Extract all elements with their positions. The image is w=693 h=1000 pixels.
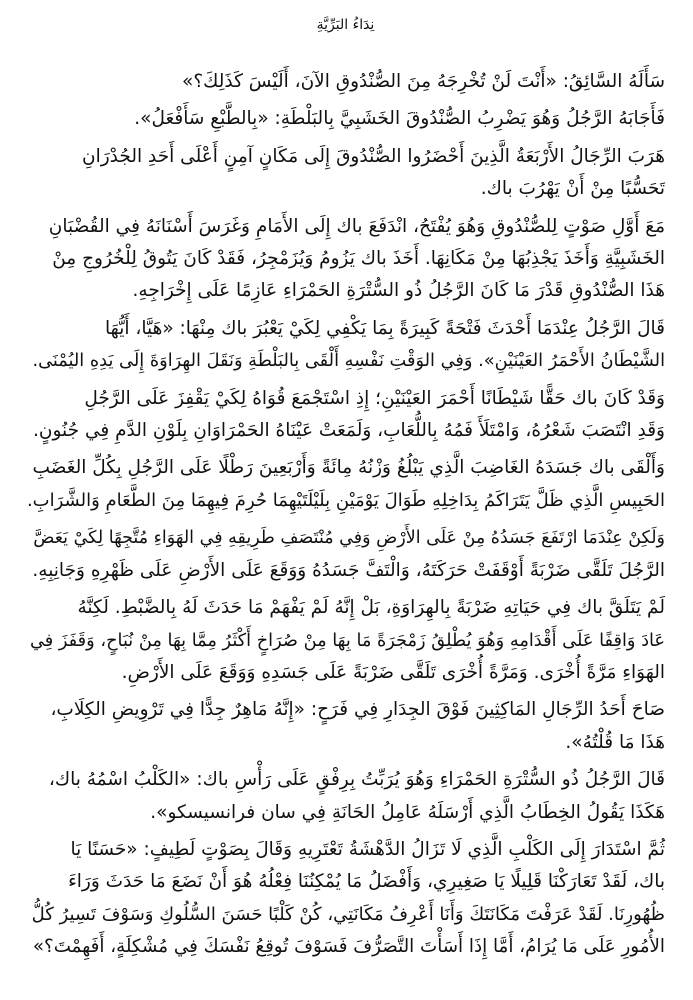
text-line: الهَوَاءِ مَرَّةً أُخْرَى. وَمَرَّةً أُخْرَى تَلَقَّى ضَرْبَةً عَلَى جَسَدِهِ وَوَقَعَ عَلَى الأَرْضِ. — [121, 661, 665, 683]
text-line: لَمْ يَتَلَقَّ باك فِي حَيَاتِهِ ضَرْبَةً بِالهِرَاوَةِ، بَلْ إِنَّهُ لَمْ يَفْهَمْ مَا حَدَثَ لَهُ بِالضَّبْطِ. لَكِنَّهُ — [77, 597, 665, 619]
text-line: سَأَلَهُ السَّائِقُ: «أَنْتَ لَنْ تُخْرِجَهُ مِنَ الصُّنْدُوقِ الآنَ، أَلَيْسَ كَذَلِكَ؟» — [182, 71, 665, 92]
text-line: صَاحَ أَحَدُ الرِّجَالِ المَاكِثِينَ فَوْقَ الجِدَارِ فِي فَرَحٍ: «إِنَّهُ مَاهِرٌ جِدًّا فِي تَرْوِيضِ الكِلَابِ، — [50, 699, 665, 721]
text-line: ظُهُورِنَا. لَقَدْ عَرَفْتَ مَكَانَتَكَ وَأَنَا أَعْرِفُ مَكَانَتِي، كُنْ كَلْبًا حَسَنَ السُّلُوكِ وَسَوْفَ تَسِيرُ كُلُّ — [31, 903, 665, 925]
text-line: الخَشَبِيَّةِ وَأَخَذَ يَجْذِبُهَا مِنْ مَكَانِهَا. أَخَذَ باك يَزُومُ وَيُزَمْجِرُ، فَقَدْ كَانَ يَتُوقُ لِلْخُرُوجِ مِنْ — [52, 248, 665, 270]
text-line: مَعَ أَوَّلِ صَوْتٍ لِلصُّنْدُوقِ وَهُوَ يُفْتَحُ، انْدَفَعَ باك إِلَى الأَمَامِ وَغَرَسَ أَسْنَانَهُ فِي القُضْبَانِ — [48, 215, 665, 237]
text-line: هَذَا الصُّنْدُوقِ قَدْرَ مَا كَانَ الرَّجُلُ ذُو السُّتْرَةِ الحَمْرَاءِ عَازِمًا عَلَى إِخْرَاجِهِ. — [132, 280, 665, 302]
text-line: تَحَسُّبًا مِنْ أَنْ يَهْرُبَ باك. — [480, 178, 665, 200]
text-line: الأُمُورِ عَلَى مَا يُرَامُ، أَمَّا إِذَا أَسَأْتَ التَّصَرُّفَ فَسَوْفَ تُوقِعُ نَفْسَكَ فِي مُشْكِلَةٍ، أَفَهِمْتَ؟» — [32, 936, 665, 958]
text-line: الشَّيْطَانُ الأَحْمَرُ العَيْنَيْنِ». وَفِي الوَقْتِ نَفْسِهِ أَلْقَى بِالبَلْطَةِ وَنَقَلَ الهِرَاوَةَ إِلَى يَدِهِ اليُمْنَى. — [32, 351, 665, 372]
text-line: الرَّجُلَ تَلَقَّى ضَرْبَةً أَوْقَفَتْ حَرَكَتَهُ، وَالْتَفَّ جَسَدُهُ وَوَقَعَ عَلَى الأَرْضِ عَلَى ظَهْرِهِ وَجَانِبِهِ. — [32, 559, 665, 581]
text-line: عَادَ وَاقِفًا عَلَى أَقْدَامِهِ وَهُوَ يُطْلِقُ زَمْجَرَةً مَا بِهَا مِنْ صُرَاخٍ أَكْثَرُ مِمَّا بِهَا مِنْ نُبَاحٍ، وَقَفَزَ فِي — [29, 630, 665, 651]
text-line: هَرَبَ الرِّجَالُ الأَرْبَعَةُ الَّذِينَ أَحْضَرُوا الصُّنْدُوقَ إِلَى مَكَانٍ آمِنٍ أَعْلَى أَحَدِ الجُدْرَانِ — [82, 145, 665, 167]
text-line: قَالَ الرَّجُلُ ذُو السُّتْرَةِ الحَمْرَاءِ وَهُوَ يُرَبِّتُ بِرِفْقٍ عَلَى رَأْسِ باك: «الكَلْبُ اسْمُهُ باك، — [48, 769, 665, 791]
body-text — [26, 66, 665, 964]
text-line: هَكَذَا يَقُولُ الخِطَابُ الَّذِي أَرْسَلَهُ عَامِلُ الحَانَةِ فِي سان فرانسيسكو». — [150, 801, 665, 823]
text-line: هَذَا مَا قُلْتُهُ». — [565, 731, 665, 753]
text-line: وَلَكِنْ عِنْدَمَا ارْتَفَعَ جَسَدُهُ مِنْ عَلَى الأَرْضِ وَفِي مُنْتَصَفِ طَرِيقِهِ فِي الهَوَاءِ مُتَّجِهًا لِكَيْ يَعَضَّ — [33, 528, 665, 549]
running-title: نِدَاءُ البَرِّيَّةِ — [316, 17, 375, 33]
text-line: وَقَدِ انْتَصَبَ شَعْرُهُ، وَامْتَلَأَ فَمُهُ بِاللُّعَابِ، وَلَمَعَتْ عَيْنَاهُ الحَمْرَاوَانِ بِلَوْنِ الدَّمِ فِي جُنُونٍ. — [33, 420, 665, 442]
text-line: فَأَجَابَهُ الرَّجُلُ وَهُوَ يَضْرِبُ الصُّنْدُوقَ الخَشَبِيَّ بِالبَلْطَةِ: «بِالطَّبْعِ سَأَفْعَلُ». — [134, 108, 665, 130]
text-line: باك، لَقَدْ تَعَارَكْنَا قَلِيلًا يَا صَغِيرِي، وَأَفْضَلُ مَا يُمْكِنُنَا فِعْلُهُ هُوَ أَنْ نَضَعَ مَا حَدَثَ وَرَاءَ — [68, 871, 665, 893]
text-line: الحَبِيسِ الَّذِي ظَلَّ يَتَرَاكَمُ بِدَاخِلِهِ طَوَالَ يَوْمَيْنِ بِلَيْلَتَيْهِمَا حُرِمَ فِيهِمَا مِنَ الطَّعَامِ وَالشَّرَابِ. — [26, 489, 665, 511]
text-line: وَقَدْ كَانَ باك حَقًّا شَيْطَانًا أَحْمَرَ العَيْنَيْنِ؛ إِذِ اسْتَجْمَعَ قُوَاهُ لِكَيْ يَقْفِزَ عَلَى الرَّجُلِ — [84, 387, 665, 409]
text-line: قَالَ الرَّجُلُ عِنْدَمَا أَحْدَثَ فَتْحَةً كَبِيرَةً بِمَا يَكْفِي لِكَيْ يَعْبُرَ باك مِنْهَا: «هَيَّا، أَيُّهَا — [105, 317, 665, 339]
text-line: وَأَلْقَى باك جَسَدَهُ الغَاضِبَ الَّذِي يَبْلُغُ وَزْنُهُ مِائَةً وَأَرْبَعِينَ رَطْلًا عَلَى الرَّجُلِ بِكُلِّ الغَضَبِ — [32, 457, 665, 479]
text-line: ثُمَّ اسْتَدَارَ إِلَى الكَلْبِ الَّذِي لَا تَزَالُ الدَّهْشَةُ تَعْتَرِيهِ وَقَالَ بِصَوْتٍ لَطِيفٍ: «حَسَنًا يَا — [70, 838, 665, 860]
